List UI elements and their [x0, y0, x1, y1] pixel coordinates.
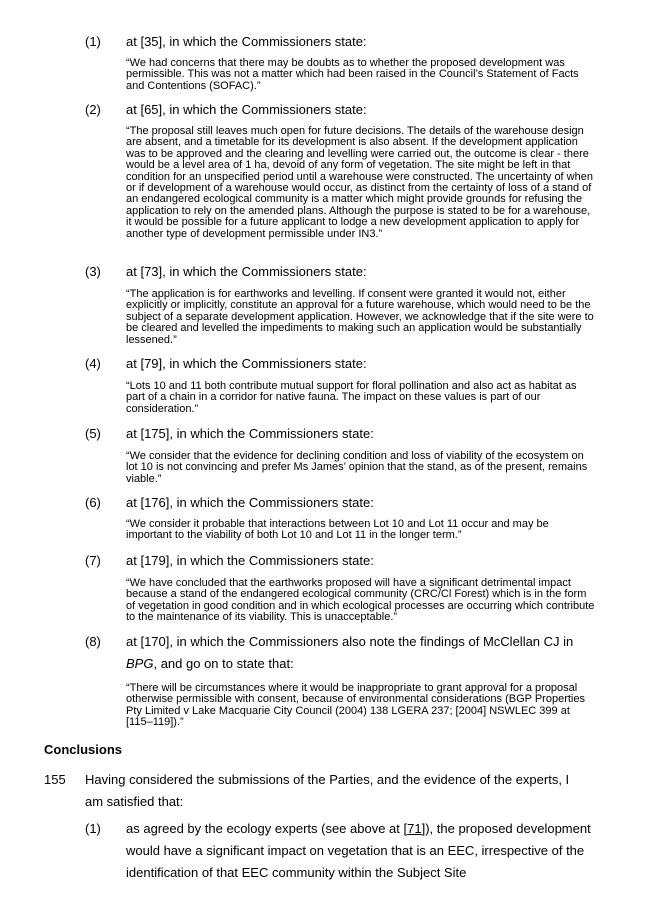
- item-lead: at [175], in which the Commissioners state:: [126, 426, 374, 441]
- item-lead: at [73], in which the Commissioners state:: [126, 264, 367, 279]
- item-quote: “We have concluded that the earthworks proposed will have a significant detrimental impact because a stand of the endangered ecological community (CRC/Cl Forest) which is in the form of vegetation in good condition and in which ecological processes are occurring which contribute to the maintenance of its viability. This is unacceptable.”: [126, 577, 595, 624]
- item-number: (1): [85, 34, 101, 49]
- item-lead-rest: , and go on to state that:: [153, 656, 294, 671]
- item-lead: [126, 633, 596, 651]
- paragraph-number: 155: [44, 772, 66, 787]
- item-quote: “Lots 10 and 11 both contribute mutual support for floral pollination and also act as habitat as part of a chain in a corridor for native fauna. The impact on these values is part of our consideration.”: [126, 380, 577, 415]
- item-lead-line1: at [170], in which the Commissioners also note the findings of McClellan CJ in: [126, 634, 574, 649]
- sub-item-text: [126, 818, 596, 884]
- item-lead: at [35], in which the Commissioners state:: [126, 34, 367, 49]
- item-quote: “There will be circumstances where it would be inappropriate to grant approval for a proposal otherwise permissible with consent, because of environmental considerations (BGP Properties Pty Limited v Lake Macquarie City Council (2004) 138 LGERA 237; [2004] NSWLEC 399 at [115–119]).”: [126, 682, 585, 729]
- item-lead: at [65], in which the Commissioners state:: [126, 102, 367, 117]
- sub-item-text-post: ]), the proposed development would have a significant impact on vegetation that is an EEC, irrespective of the identification of that EEC community within the Subject Site: [126, 821, 591, 880]
- item-lead-continued: [126, 655, 596, 673]
- sub-item-text-pre: as agreed by the ecology experts (see above at [: [126, 821, 408, 836]
- item-quote: “We had concerns that there may be doubts as to whether the proposed development was permissible. This was not a matter which had been raised in the Council’s Statement of Facts and Contentions (SOFAC).”: [126, 57, 579, 92]
- item-number: (8): [85, 634, 101, 649]
- item-number: (6): [85, 495, 101, 510]
- item-quote: “We consider that the evidence for declining condition and loss of viability of the ecosystem on lot 10 is not convincing and prefer Ms James’ opinion that the stand, as of the present, remains viable.”: [126, 450, 588, 485]
- paragraph-text: Having considered the submissions of the Parties, and the evidence of the experts, I am satisfied that:: [85, 772, 570, 809]
- item-lead: at [179], in which the Commissioners state:: [126, 553, 374, 568]
- item-quote: “The application is for earthworks and levelling. If consent were granted it would not, either explicitly or implicitly, constitute an approval for a future warehouse, which would need to be the subject of a separate development application. However, we acknowledge that if the site were to be cleared and levelled the impediments to making such an application would be substantially lessened.”: [126, 288, 594, 346]
- item-lead: at [176], in which the Commissioners state:: [126, 495, 374, 510]
- case-name-italic: BPG: [126, 656, 154, 671]
- item-number: (3): [85, 264, 101, 279]
- item-number: (2): [85, 102, 101, 117]
- section-heading: Conclusions: [44, 742, 123, 757]
- sub-item-number: (1): [85, 821, 101, 836]
- item-quote: “The proposal still leaves much open for future decisions. The details of the warehouse design are absent, and a timetable for its development is also absent. If the development application was to be approved and the clearing and levelling were carried out, the outcome is clear - there would be a level area of 1 ha, devoid of any form of vegetation. The site might be left in that condition for an unspecified period until a warehouse were constructed. The uncertainty of when or if development of a warehouse would occur, as distinct from the certainty of loss of a stand of an endangered ecological community is a matter which might provide grounds for refusing the application to rely on the amended plans. Although the purpose is stated to be for a warehouse, it would be possible for a future applicant to lodge a new development application to apply for another type of development permissible under IN3.”: [126, 125, 593, 240]
- item-number: (7): [85, 553, 101, 568]
- item-number: (4): [85, 356, 101, 371]
- item-quote: “We consider it probable that interactions between Lot 10 and Lot 11 occur and may be important to the viability of both Lot 10 and Lot 11 in the longer term.”: [126, 518, 549, 542]
- item-number: (5): [85, 426, 101, 441]
- paragraph-link[interactable]: 71: [407, 821, 422, 836]
- item-lead: at [79], in which the Commissioners state:: [126, 356, 367, 371]
